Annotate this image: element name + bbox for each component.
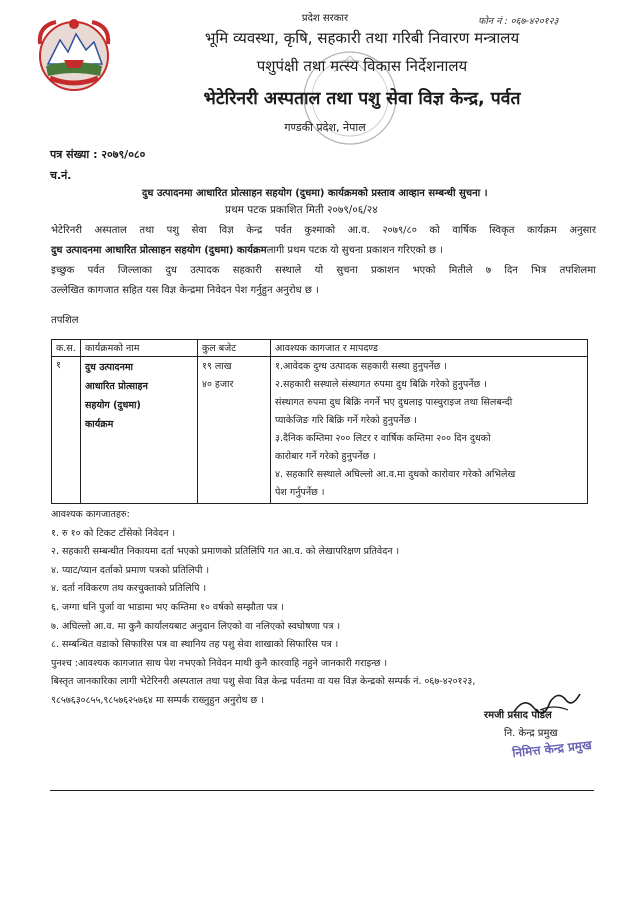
text-line: ६. जग्गा धनि पुर्जा वा भाडामा भए कम्तिमा १० वर्षको सम्झौता पत्र । [51,601,285,613]
paragraph-word: पशु [166,225,180,236]
paragraph-line [51,221,596,241]
notice-paragraph [51,221,596,301]
text-line: ३.दैनिक कम्तिमा २०० लिटर र वार्षिक कम्तिमा २०० दिन दुधको [275,433,491,444]
column-header: कुल बजेट [198,340,271,357]
text-line: २.सहकारी सस्थाले संस्थागत रुपमा दुध बिक्रि गरेको हुनुपर्नेछ । [275,379,487,390]
text-line: पुनश्च :आवश्यक कागजात साथ पेश नभएको निवेदन माथी कुनै कारवाहि नहुने जानकारी गराइन्छ । [51,657,388,669]
paragraph-word: पर्वत [274,225,292,236]
paragraph-word: यो [314,265,324,276]
paragraph-word: अनुसार [569,225,596,236]
paragraph-word: दिन [504,265,518,276]
serial-cell: १ [52,357,81,504]
paragraph-word: वार्षिक [452,225,477,236]
text-line: सहयोग (दुधमा) [85,400,141,411]
notice-subject: दुध उत्पादनमा आधारित प्रोत्साहन सहयोग (दुधमा) कार्यक्रमको प्रस्ताव आव्हान सम्बन्धी सुचना । [142,188,488,199]
text-line: १.आवेदक दुग्ध उत्पादक सहकारी सस्था हुनुपर्नेछ । [275,361,447,372]
text-line: ४. सहकारि सस्थाले अघिल्लो आ.व.मा दुधको कारोवार गरेको अभिलेख [275,469,516,480]
column-header: क.स. [52,340,81,357]
paragraph-word: तथा [139,225,155,236]
text-line: ४० हजार [202,379,234,390]
required-documents [51,506,475,711]
column-header: आवश्यक कागजात र मापदण्ड [271,340,588,357]
column-header: कार्यक्रमको नाम [81,340,198,357]
paragraph-word: इच्छुक [51,265,75,276]
official-stamp: निमित्त केन्द्र प्रमुख [511,737,593,761]
program-name-cell [81,357,198,504]
documents-list [51,525,475,711]
paragraph-word: को [429,225,440,236]
program-name-highlight: दुध उत्पादनमा आधारित प्रोत्साहन सहयोग (दुधमा) कार्यक्रम [51,245,267,256]
budget-cell [198,357,271,504]
text-line: ९८५७६३०८५५,९८५७६२५७६४ मा सम्पर्क राख्नुहुन अनुरोध छ । [51,694,264,706]
paragraph-word: २०७९/८० [382,225,417,236]
publish-date: प्रथम पटक प्रकाशित मिती २०७९/०६/२४ [225,204,378,216]
paragraph-word: कार्यक्रम [527,225,557,236]
office-name: भेटेरिनरी अस्पताल तथा पशु सेवा विज्ञ केन्द्र, पर्वत [203,89,521,109]
text-line: ८. सम्बन्धित वडाको सिफारिस पत्र वा स्थानिय तह पशु सेवा शाखाको सिफारिस पत्र । [51,639,339,651]
paragraph-word: उत्पादक [190,265,220,276]
paragraph-word: भित्र [531,265,547,276]
paragraph-word: स्विकृत [489,225,515,236]
paragraph-word: सुचना [336,265,358,276]
paragraph-word: ७ [485,265,492,276]
ministry-name: भूमि व्यवस्था, कृषि, सहकारी तथा गरिबी निवारण मन्त्रालय [204,29,520,47]
text-line: प्याकेजिङ गरि बिक्रि गर्ने गरेको हुनुपर्नेछ । [275,415,417,426]
paragraph-word: भएको [412,265,436,276]
paragraph-word: दुध [165,265,177,276]
details-label: तपशिल [51,315,79,326]
province-name: गण्डकी प्रदेश, नेपाल [284,121,366,134]
nepal-emblem-icon [34,14,114,94]
paragraph-word: कुश्माको [304,225,336,236]
letter-number: पत्र संख्या : २०७९/०८० [50,148,146,161]
paragraph-word: आ.व. [347,225,370,236]
text-line: बिस्तृत जानकारिका लागी भेटेरिनरी अस्पताल तथा पशु सेवा विज्ञ केन्द्र पर्वतमा वा यस विज्ञ केन्द्रको सम्पर्क नं. ०६७-४२०१२३, [51,676,476,688]
text-line: पेश गर्नुपर्नेछ । [275,487,325,498]
table-row [52,357,588,504]
paragraph-text: लागी प्रथम पटक यो सुचना प्रकाशन गरिएको छ । [266,245,443,256]
paragraph-line [51,241,596,261]
text-line: १. रु १० को टिकट टाँसेको निवेदन । [51,527,176,539]
directorate-name: पशुपंक्षी तथा मत्स्य विकास निर्देशनालय [256,57,468,75]
paragraph-word: जिल्लाका [117,265,153,276]
paragraph-word: पर्वत [87,265,105,276]
text-line: कार्यक्रम [85,419,114,430]
paragraph-word: सहकारी [232,265,262,276]
footer-divider [50,790,594,791]
signatory-title: नि. केन्द्र प्रमुख [504,728,558,739]
text-line: ४. दर्ता नविकरण तथ करचुक्ताको प्रतिलिपि । [51,583,207,595]
dispatch-number: च.नं. [50,169,72,182]
paragraph-line [51,261,596,281]
paragraph-word: प्रकाशन [371,265,400,276]
paragraph-word: सेवा [191,225,207,236]
text-line: आधारित प्रोत्साहन [85,381,148,392]
documents-title: आवश्यक कागजातहरु: [51,509,130,520]
paragraph-word: अस्पताल [94,225,127,236]
text-line: दुध उत्पादनमा [85,362,133,373]
paragraph-word: सस्थाले [275,265,302,276]
signatory-name: रमजी प्रसाद पौडेल [484,710,552,721]
text-line: कारोबार गर्ने गरेको हुनुपर्नेछ । [275,451,376,462]
text-line: १९ लाख [202,361,232,372]
requirements-cell [271,357,588,504]
text-line: २. सहकारी सम्बन्धीत निकायमा दर्ता भएको प्रमाणको प्रतिलिपि गत आ.व. को लेखापरिक्षण प्रतिवेदन । [51,546,400,558]
paragraph-line: उल्लेखित कागजात सहित यस विज्ञ केन्द्रमा निवेदन पेश गर्नुहुन अनुरोध छ । [51,285,319,296]
program-table [51,339,588,504]
paragraph-word: मितीले [448,265,473,276]
paragraph-word: तपशिलमा [559,265,596,276]
paragraph-word: केन्द्र [246,225,263,236]
paragraph-word: भेटेरिनरी [51,225,82,236]
text-line: ७. अघिल्लो आ.व. मा कुनै कार्यालयबाट अनुदान लिएको वा नलिएको स्वघोषणा पत्र । [51,620,341,632]
text-line: संस्थागत रुपमा दुध बिक्रि नगर्ने भए दुधलाइ पास्चुराइज तथा सिलबन्दी [275,397,513,408]
province-label: प्रदेश सरकार [301,13,349,24]
text-line: ४. प्याट/प्यान दर्ताको प्रमाण पत्रको प्रतिलिपी । [51,564,210,576]
phone-number: फोन नं : ०६७-४२०१२३ [478,16,559,27]
paragraph-word: विज्ञ [219,225,234,236]
table-header-row [52,340,588,357]
